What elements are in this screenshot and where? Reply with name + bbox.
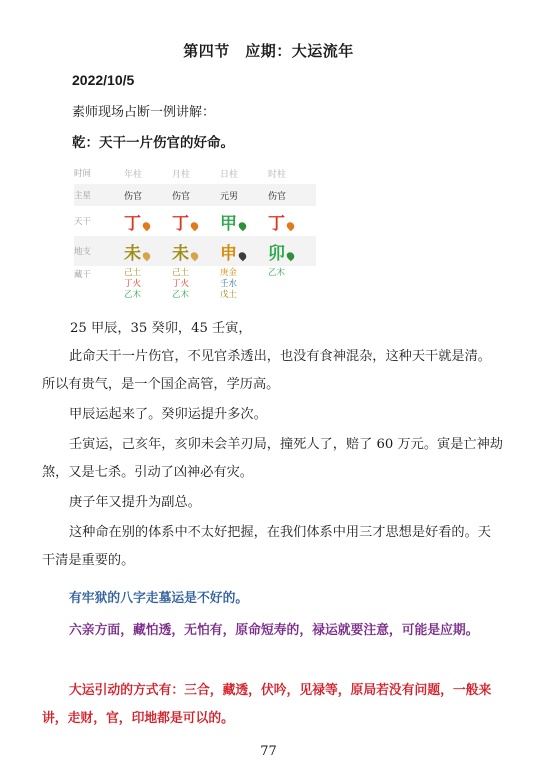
date: 2022/10/5 [72, 72, 135, 88]
stem-year: 丁 [124, 213, 141, 234]
row-label-main-star: 主星 [74, 184, 124, 206]
fire-icon [141, 221, 152, 232]
paragraph: 甲辰运起来了。癸卯运提升多次。 [69, 407, 267, 422]
row-label-time: 时间 [74, 169, 92, 179]
section-title: 第四节 应期：大运流年 [183, 42, 354, 60]
branch-year: 未 [124, 243, 141, 264]
row-label-earthly-branch: 地支 [74, 236, 124, 266]
fire-icon [285, 221, 296, 232]
paragraph: 这种命在别的体系中不太好把握，在我们体系中用三才思想是好看的。天干清是重要的。 [42, 525, 491, 568]
luck-periods: 25 甲辰，35 癸卯，45 壬寅， [70, 321, 252, 336]
highlight-blue: 有牢狱的八字走墓运是不好的。 [69, 591, 249, 606]
chart-row-earthly-branch [74, 236, 316, 266]
column-header-day: 日柱 [220, 169, 239, 180]
branch-day: 申 [220, 243, 237, 264]
stem-month: 丁 [172, 213, 189, 234]
metal-icon [237, 251, 248, 262]
page-number: 77 [260, 744, 277, 759]
column-header-year: 年柱 [124, 169, 143, 180]
bazi-chart [74, 162, 316, 314]
main-star-year: 伤官 [124, 184, 172, 206]
branch-month: 未 [172, 243, 189, 264]
highlight-red: 大运引动的方式有：三合，藏透，伏吟，见禄等，原局若没有问题，一般来讲，走财，官，印地都是可以的。 [42, 683, 492, 726]
hidden-stem: 乙木 [124, 290, 142, 300]
earth-icon [141, 251, 152, 262]
chart-row-heavenly-stem [74, 206, 316, 236]
intro-text: 素师现场占断一例讲解： [72, 105, 216, 120]
row-label-hidden-stems: 藏干 [74, 270, 92, 280]
chart-row-main-star [74, 184, 316, 206]
hidden-stem: 戊土 [220, 290, 238, 300]
case-heading: 乾：天干一片伤官的好命。 [72, 135, 234, 151]
hidden-stem: 庚金 [220, 268, 238, 278]
hidden-stem: 己土 [172, 268, 190, 278]
hidden-stem: 丁火 [172, 279, 190, 289]
wood-icon [285, 251, 296, 262]
paragraph: 壬寅运，己亥年，亥卯未会羊刃局，撞死人了，赔了 60 万元。寅是亡神劫煞，又是七杀。引动了凶神必有灾。 [42, 437, 503, 480]
branch-hour: 卯 [268, 243, 285, 264]
paragraph: 庚子年又提升为副总。 [69, 495, 201, 510]
chart-row-hidden-stems [74, 266, 316, 314]
hidden-stem: 乙木 [268, 268, 286, 278]
hidden-stem: 己土 [124, 268, 142, 278]
main-star-day: 元男 [220, 184, 268, 206]
hidden-stem: 壬水 [220, 279, 238, 289]
column-header-month: 月柱 [172, 169, 191, 180]
earth-icon [189, 251, 200, 262]
paragraph: 此命天干一片伤官，不见官杀透出，也没有食神混杂，这种天干就是清。所以有贵气，是一个国企高管，学历高。 [42, 349, 491, 392]
hidden-stem: 丁火 [124, 279, 142, 289]
wood-icon [237, 221, 248, 232]
stem-hour: 丁 [268, 213, 285, 234]
main-star-hour: 伤官 [268, 184, 316, 206]
main-star-month: 伤官 [172, 184, 220, 206]
highlight-purple: 六亲方面，藏怕透，无怕有，原命短寿的，禄运就要注意，可能是应期。 [69, 623, 479, 638]
chart-row-time [74, 162, 316, 184]
row-label-heavenly-stem: 天干 [74, 217, 92, 227]
fire-icon [189, 221, 200, 232]
column-header-hour: 时柱 [268, 169, 287, 180]
hidden-stem: 乙木 [172, 290, 190, 300]
stem-day: 甲 [220, 213, 237, 234]
